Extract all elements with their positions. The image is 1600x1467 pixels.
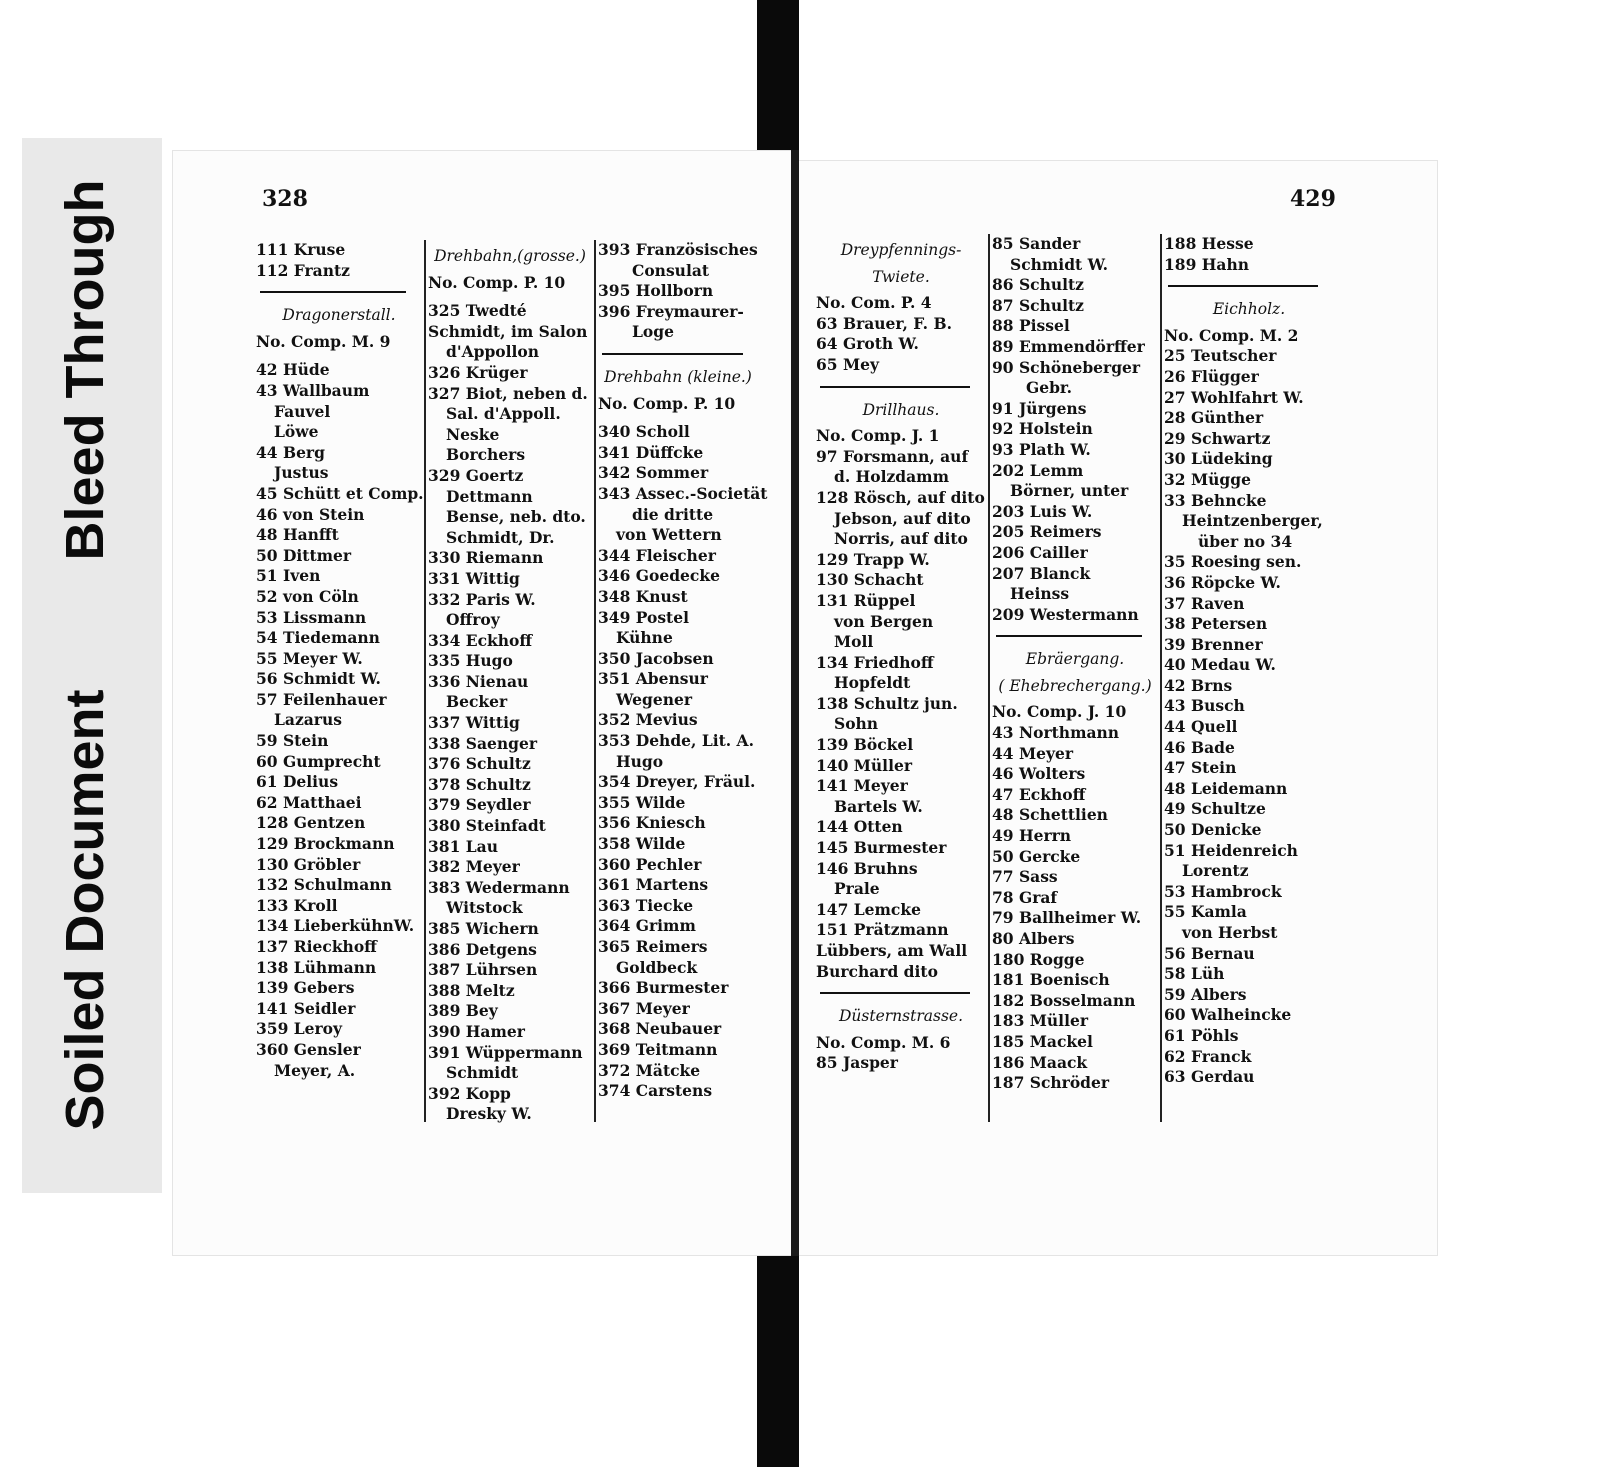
directory-entry: 350 Jacobsen — [598, 648, 714, 668]
directory-entry: 93 Plath W. — [992, 439, 1091, 459]
directory-entry: 133 Kroll — [256, 895, 338, 915]
directory-entry: 330 Riemann — [428, 548, 544, 568]
directory-entry: 52 von Cöln — [256, 586, 359, 606]
directory-entry: 389 Bey — [428, 1001, 498, 1021]
spacer — [428, 293, 592, 301]
directory-entry: 56 Schmidt W. — [256, 669, 381, 689]
directory-entry: Justus — [274, 463, 329, 483]
directory-entry: Witstock — [446, 898, 523, 918]
directory-entry: 57 Feilenhauer — [256, 689, 387, 709]
directory-entry: 51 Iven — [256, 566, 321, 586]
directory-entry: 383 Wedermann — [428, 877, 570, 897]
directory-entry: 42 Brns — [1164, 675, 1233, 695]
left-page-column-3 — [598, 240, 768, 1102]
directory-entry: 207 Blanck — [992, 563, 1091, 583]
directory-entry: 381 Lau — [428, 836, 498, 856]
column-divider — [988, 234, 990, 1122]
directory-entry: Neske — [446, 424, 500, 444]
directory-entry: 134 LieberkühnW. — [256, 916, 415, 936]
directory-entry: 182 Bosselmann — [992, 990, 1136, 1010]
directory-entry: Schmidt W. — [1010, 254, 1108, 274]
directory-entry: 44 Quell — [1164, 717, 1238, 737]
directory-entry: 367 Meyer — [598, 998, 690, 1018]
directory-entry: 145 Burmester — [816, 838, 947, 858]
left-page-number: 328 — [262, 186, 308, 212]
directory-entry: 137 Rieckhoff — [256, 937, 377, 956]
directory-entry: 138 Schultz jun. — [816, 693, 958, 713]
directory-entry: 112 Frantz — [256, 260, 350, 280]
directory-entry: 340 Scholl — [598, 422, 690, 442]
top-binding-strip — [757, 0, 799, 150]
directory-entry: Börner, unter — [1010, 481, 1129, 501]
directory-entry: 361 Martens — [598, 875, 709, 895]
directory-entry: 47 Stein — [1164, 758, 1237, 778]
directory-entry: 374 Carstens — [598, 1081, 713, 1101]
directory-entry: Offroy — [446, 610, 500, 630]
directory-entry: über no 34 — [1198, 531, 1293, 551]
spacer — [598, 414, 758, 422]
directory-entry: 46 von Stein — [256, 504, 365, 524]
directory-entry: 53 Lissmann — [256, 607, 367, 627]
column-divider — [594, 240, 596, 1122]
directory-entry: 356 Kniesch — [598, 813, 706, 833]
directory-entry: Lorentz — [1182, 861, 1249, 881]
directory-entry: 353 Dehde, Lit. A. — [598, 731, 754, 751]
section-rule — [1168, 285, 1318, 287]
directory-entry: No. Com. P. 4 — [816, 293, 932, 313]
directory-entry: 325 Twedté — [428, 301, 527, 321]
directory-entry: 187 Schröder — [992, 1073, 1110, 1093]
directory-entry: Sohn — [834, 714, 879, 734]
directory-entry: Schmidt, Dr. — [446, 527, 555, 547]
directory-entry: 376 Schultz — [428, 754, 531, 774]
directory-entry: Bartels W. — [834, 796, 923, 816]
directory-entry: 48 Schettlien — [992, 805, 1108, 825]
directory-entry: 360 Gensler — [256, 1039, 361, 1059]
directory-entry: No. Comp. P. 10 — [428, 272, 566, 292]
directory-entry: 186 Maack — [992, 1052, 1088, 1072]
directory-entry: 47 Eckhoff — [992, 784, 1086, 804]
directory-entry: 140 Müller — [816, 755, 912, 775]
directory-entry: 48 Hanfft — [256, 525, 339, 545]
directory-entry: Kühne — [616, 628, 673, 648]
directory-entry: 25 Teutscher — [1164, 346, 1277, 366]
directory-entry: 55 Meyer W. — [256, 648, 363, 668]
directory-entry: 147 Lemcke — [816, 899, 921, 919]
directory-entry: 79 Ballheimer W. — [992, 908, 1142, 928]
directory-entry: 37 Raven — [1164, 593, 1245, 613]
directory-entry: 80 Albers — [992, 929, 1075, 948]
directory-entry: 382 Meyer — [428, 857, 520, 877]
directory-entry: 44 Meyer — [992, 743, 1074, 763]
directory-entry: 26 Flügger — [1164, 366, 1259, 386]
directory-entry: 368 Neubauer — [598, 1019, 722, 1039]
directory-entry: 354 Dreyer, Fräul. — [598, 772, 756, 792]
directory-entry: 87 Schultz — [992, 295, 1084, 315]
directory-entry: 46 Wolters — [992, 764, 1086, 784]
directory-entry: von Bergen — [834, 611, 934, 631]
directory-entry: 331 Wittig — [428, 568, 520, 588]
directory-entry: 392 Kopp — [428, 1083, 511, 1103]
directory-entry: 351 Abensur — [598, 669, 708, 689]
directory-entry: Schmidt, im Salon — [428, 321, 588, 341]
directory-entry: 363 Tiecke — [598, 895, 694, 915]
directory-entry: No. Comp. M. 2 — [1164, 325, 1299, 345]
right-page-column-2 — [992, 234, 1158, 1094]
directory-entry: 58 Lüh — [1164, 964, 1225, 984]
directory-entry: 337 Wittig — [428, 713, 520, 733]
directory-entry: 380 Steinfadt — [428, 816, 546, 836]
directory-entry: 366 Burmester — [598, 978, 729, 998]
directory-entry: Borchers — [446, 445, 526, 465]
directory-entry: Lübbers, am Wall — [816, 941, 968, 960]
directory-entry: Becker — [446, 692, 508, 712]
directory-entry: Norris, auf dito — [834, 529, 968, 549]
directory-entry: Dresky W. — [446, 1104, 532, 1124]
street-heading: Eichholz. — [1212, 300, 1286, 319]
directory-entry: No. Comp. P. 10 — [598, 393, 736, 413]
directory-entry: Consulat — [632, 260, 710, 280]
directory-entry: 129 Brockmann — [256, 834, 395, 854]
directory-entry: 188 Hesse — [1164, 234, 1254, 253]
directory-entry: 49 Herrn — [992, 826, 1072, 846]
street-heading: Twiete. — [872, 267, 930, 286]
directory-entry: 390 Hamer — [428, 1021, 525, 1041]
directory-entry: Fauvel — [274, 401, 331, 421]
directory-entry: 51 Heidenreich — [1164, 840, 1298, 860]
street-heading: ( Ehebrechergang.) — [998, 676, 1152, 695]
directory-entry: 46 Bade — [1164, 737, 1235, 757]
directory-entry: 43 Northmann — [992, 723, 1120, 743]
directory-entry: 64 Groth W. — [816, 334, 919, 354]
directory-entry: 146 Bruhns — [816, 858, 918, 878]
left-page-column-2 — [428, 240, 592, 1125]
directory-entry: 59 Stein — [256, 731, 329, 751]
directory-entry: 134 Friedhoff — [816, 652, 934, 672]
directory-entry: 49 Schultze — [1164, 799, 1266, 819]
directory-entry: 50 Gercke — [992, 846, 1081, 866]
directory-entry: 360 Pechler — [598, 854, 702, 874]
directory-entry: 63 Brauer, F. B. — [816, 313, 952, 333]
directory-entry: 77 Sass — [992, 867, 1058, 887]
directory-entry: Heinss — [1010, 584, 1070, 604]
street-heading: Dreypfennings- — [840, 241, 962, 259]
directory-entry: No. Comp. J. 1 — [816, 426, 940, 446]
soiled-document-label: Soiled Document — [55, 689, 115, 1131]
directory-entry: 45 Schütt et Comp. — [256, 483, 424, 503]
directory-entry: 85 Jasper — [816, 1053, 898, 1073]
directory-entry: 387 Lührsen — [428, 960, 538, 980]
directory-entry: 29 Schwartz — [1164, 428, 1271, 448]
directory-entry: 378 Schultz — [428, 774, 531, 794]
directory-entry: Hopfeldt — [834, 673, 911, 693]
section-rule — [820, 992, 970, 994]
directory-entry: 206 Cailler — [992, 542, 1088, 562]
directory-entry: 53 Hambrock — [1164, 881, 1282, 901]
directory-entry: 38 Petersen — [1164, 614, 1268, 634]
column-divider — [424, 240, 426, 1122]
directory-entry: von Wettern — [616, 525, 722, 545]
directory-entry: 42 Hüde — [256, 360, 330, 380]
directory-entry: 379 Seydler — [428, 795, 531, 815]
directory-entry: 85 Sander — [992, 234, 1081, 253]
directory-entry: 359 Leroy — [256, 1019, 343, 1039]
directory-entry: 364 Grimm — [598, 916, 696, 936]
directory-entry: Jebson, auf dito — [834, 508, 971, 528]
directory-entry: 54 Tiedemann — [256, 628, 380, 648]
directory-entry: 372 Mätcke — [598, 1060, 701, 1080]
directory-entry: 391 Wüppermann — [428, 1042, 583, 1062]
street-heading: Düsternstrasse. — [839, 1007, 963, 1026]
directory-entry: 128 Rösch, auf dito — [816, 487, 985, 507]
directory-entry: 62 Matthaei — [256, 792, 362, 812]
directory-entry: 181 Boenisch — [992, 970, 1110, 990]
right-page-column-1 — [816, 234, 986, 1074]
directory-entry: 151 Prätzmann — [816, 920, 949, 940]
directory-entry: 90 Schöneberger — [992, 357, 1141, 377]
directory-entry: No. Comp. J. 10 — [992, 702, 1127, 722]
directory-entry: 342 Sommer — [598, 463, 709, 483]
directory-entry: 59 Albers — [1164, 984, 1247, 1004]
directory-entry: 326 Krüger — [428, 362, 528, 382]
street-heading: Ebräergang. — [1025, 650, 1125, 669]
directory-entry: 62 Franck — [1164, 1046, 1252, 1066]
directory-entry: 183 Müller — [992, 1011, 1088, 1031]
directory-entry: 385 Wichern — [428, 919, 539, 938]
directory-entry: 88 Pissel — [992, 316, 1070, 336]
directory-entry: 111 Kruse — [256, 240, 346, 259]
spacer — [256, 352, 422, 360]
book-spine — [791, 150, 799, 1256]
directory-entry: 130 Schacht — [816, 570, 924, 590]
directory-entry: 327 Biot, neben d. — [428, 383, 588, 403]
directory-entry: Dettmann — [446, 486, 533, 506]
directory-entry: 205 Reimers — [992, 522, 1102, 542]
directory-entry: Meyer, A. — [274, 1060, 356, 1080]
street-heading: Drillhaus. — [862, 400, 940, 419]
directory-entry: 341 Düffcke — [598, 442, 704, 462]
directory-entry: 365 Reimers — [598, 937, 708, 956]
directory-entry: 141 Meyer — [816, 776, 908, 796]
directory-entry: 63 Gerdau — [1164, 1067, 1255, 1087]
directory-entry: 50 Denicke — [1164, 820, 1262, 840]
directory-entry: 138 Lühmann — [256, 957, 377, 977]
directory-entry: 44 Berg — [256, 442, 325, 462]
directory-entry: 358 Wilde — [598, 834, 686, 854]
directory-entry: von Herbst — [1182, 923, 1278, 942]
directory-entry: 132 Schulmann — [256, 875, 392, 895]
directory-entry: 32 Mügge — [1164, 469, 1251, 489]
directory-entry: d. Holzdamm — [834, 467, 949, 487]
directory-entry: 43 Wallbaum — [256, 380, 370, 400]
directory-entry: 334 Eckhoff — [428, 630, 533, 650]
directory-entry: 128 Gentzen — [256, 813, 366, 833]
directory-entry: 185 Mackel — [992, 1031, 1093, 1051]
right-page-number: 429 — [1290, 186, 1336, 212]
directory-entry: 346 Goedecke — [598, 566, 720, 586]
section-rule — [260, 291, 406, 293]
right-page-column-3 — [1164, 234, 1334, 1088]
left-page-column-1 — [256, 240, 422, 1081]
section-rule — [820, 386, 970, 388]
directory-entry: Moll — [834, 632, 874, 652]
directory-entry: 332 Paris W. — [428, 589, 536, 609]
directory-entry: 336 Nienau — [428, 671, 529, 691]
directory-entry: 139 Böckel — [816, 735, 914, 755]
directory-entry: Schmidt — [446, 1063, 519, 1083]
directory-entry: 349 Postel — [598, 607, 689, 627]
directory-entry: Goldbeck — [616, 957, 698, 977]
directory-entry: 56 Bernau — [1164, 943, 1255, 963]
directory-entry: No. Comp. M. 6 — [816, 1032, 951, 1052]
directory-entry: 131 Rüppel — [816, 590, 916, 610]
directory-entry: 344 Fleischer — [598, 545, 716, 565]
bleed-through-label: Bleed Through — [55, 179, 115, 561]
directory-entry: Gebr. — [1026, 378, 1073, 398]
directory-entry: 129 Trapp W. — [816, 549, 930, 569]
directory-entry: 50 Dittmer — [256, 545, 352, 565]
street-heading: Drehbahn,(grosse.) — [434, 247, 586, 265]
directory-entry: 203 Luis W. — [992, 501, 1093, 521]
directory-entry: 396 Freymaurer- — [598, 301, 744, 321]
directory-entry: 393 Französisches — [598, 240, 758, 259]
directory-entry: 335 Hugo — [428, 651, 513, 671]
directory-entry: 36 Röpcke W. — [1164, 572, 1281, 592]
directory-entry: 338 Saenger — [428, 733, 537, 753]
directory-entry: 28 Günther — [1164, 408, 1264, 428]
directory-entry: 33 Behncke — [1164, 490, 1267, 510]
directory-entry: 141 Seidler — [256, 998, 356, 1018]
directory-entry: Löwe — [274, 422, 319, 442]
directory-entry: 27 Wohlfahrt W. — [1164, 387, 1304, 407]
directory-entry: No. Comp. M. 9 — [256, 331, 391, 351]
directory-entry: Hugo — [616, 751, 664, 771]
directory-entry: Burchard dito — [816, 961, 938, 981]
directory-entry: 61 Delius — [256, 772, 339, 792]
directory-entry: 30 Lüdeking — [1164, 449, 1273, 469]
directory-entry: 386 Detgens — [428, 939, 537, 959]
bottom-binding-strip — [757, 1245, 799, 1467]
section-rule — [996, 635, 1142, 637]
directory-entry: 40 Medau W. — [1164, 655, 1276, 675]
directory-entry: 189 Hahn — [1164, 254, 1249, 274]
directory-entry: Sal. d'Appoll. — [446, 404, 561, 424]
directory-entry: 329 Goertz — [428, 465, 524, 485]
directory-entry: Bense, neb. dto. — [446, 507, 586, 527]
directory-entry: 89 Emmendörffer — [992, 336, 1145, 356]
directory-entry: 92 Holstein — [992, 419, 1093, 439]
directory-entry: 130 Gröbler — [256, 854, 361, 874]
directory-entry: 55 Kamla — [1164, 902, 1247, 922]
directory-entry: 43 Busch — [1164, 696, 1245, 716]
directory-entry: Prale — [834, 879, 880, 899]
street-heading: Drehbahn (kleine.) — [604, 367, 752, 386]
directory-entry: 139 Gebers — [256, 978, 355, 998]
directory-entry: Loge — [632, 322, 674, 342]
directory-entry: 61 Pöhls — [1164, 1025, 1239, 1045]
directory-entry: Heintzenberger, — [1182, 511, 1323, 531]
directory-entry: Lazarus — [274, 710, 342, 730]
directory-entry: 144 Otten — [816, 817, 903, 837]
directory-entry: 39 Brenner — [1164, 634, 1263, 654]
directory-entry: 348 Knust — [598, 586, 688, 606]
directory-entry: 78 Graf — [992, 887, 1058, 907]
section-rule — [602, 353, 743, 355]
directory-entry: 86 Schultz — [992, 275, 1084, 295]
directory-entry: Wegener — [616, 689, 693, 709]
directory-entry: 60 Walheincke — [1164, 1005, 1292, 1025]
directory-entry: 91 Jürgens — [992, 398, 1087, 418]
directory-entry: 202 Lemm — [992, 460, 1084, 480]
directory-entry: 48 Leidemann — [1164, 778, 1288, 798]
directory-entry: 65 Mey — [816, 354, 879, 374]
street-heading: Dragonerstall. — [282, 306, 396, 325]
directory-entry: 355 Wilde — [598, 792, 686, 812]
directory-entry: 35 Roesing sen. — [1164, 552, 1302, 572]
directory-entry: die dritte — [632, 504, 714, 524]
directory-entry: 180 Rogge — [992, 949, 1085, 969]
column-divider — [1160, 234, 1162, 1122]
directory-entry: 209 Westermann — [992, 604, 1139, 624]
directory-entry: d'Appollon — [446, 342, 540, 362]
directory-entry: 97 Forsmann, auf — [816, 446, 969, 466]
directory-entry: 343 Assec.-Societät — [598, 483, 768, 503]
directory-entry: 388 Meltz — [428, 980, 515, 1000]
directory-entry: 352 Mevius — [598, 710, 698, 730]
directory-entry: 60 Gumprecht — [256, 751, 381, 771]
directory-entry: 369 Teitmann — [598, 1039, 718, 1059]
directory-entry: 395 Hollborn — [598, 281, 714, 301]
